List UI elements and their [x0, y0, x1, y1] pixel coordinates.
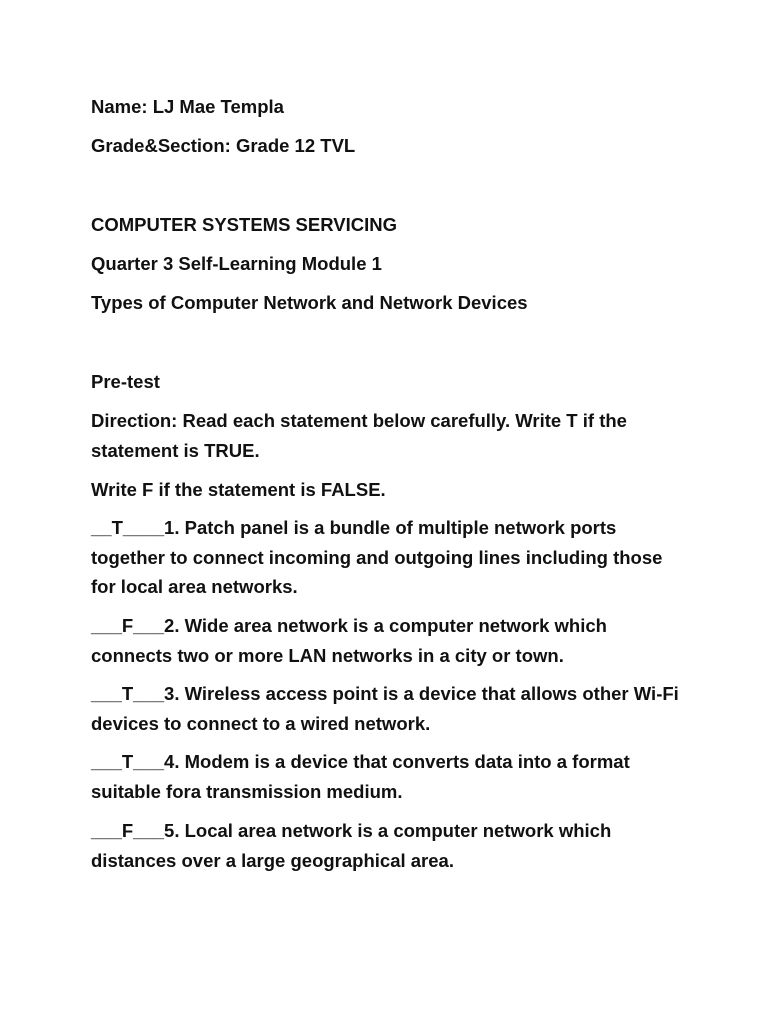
grade-section: Grade&Section: Grade 12 TVL	[91, 135, 356, 156]
module-quarter: Quarter 3 Self-Learning Module 1	[91, 253, 382, 274]
subject-title: COMPUTER SYSTEMS SERVICING	[91, 214, 397, 235]
question-item-3: ___T___3. Wireless access point is a device that allows other Wi-Fi devices to connect to a wired network.	[91, 683, 679, 734]
question-item-1: __T____1. Patch panel is a bundle of multiple network ports together to connect incoming and outgoing lines including those for local area networks.	[91, 517, 663, 597]
test-direction-continued: Write F if the statement is FALSE.	[91, 479, 386, 500]
module-topic: Types of Computer Network and Network Devices	[91, 292, 528, 313]
question-item-2: ___F___2. Wide area network is a computer network which connects two or more LAN networks in a city or town.	[91, 615, 607, 666]
test-direction: Direction: Read each statement below carefully. Write T if the statement is TRUE.	[91, 410, 627, 461]
question-item-4: ___T___4. Modem is a device that converts data into a format suitable fora transmission medium.	[91, 751, 630, 802]
student-name: Name: LJ Mae Templa	[91, 96, 284, 117]
question-item-5: ___F___5. Local area network is a computer network which distances over a large geographical area.	[91, 820, 612, 871]
test-title: Pre-test	[91, 371, 160, 392]
